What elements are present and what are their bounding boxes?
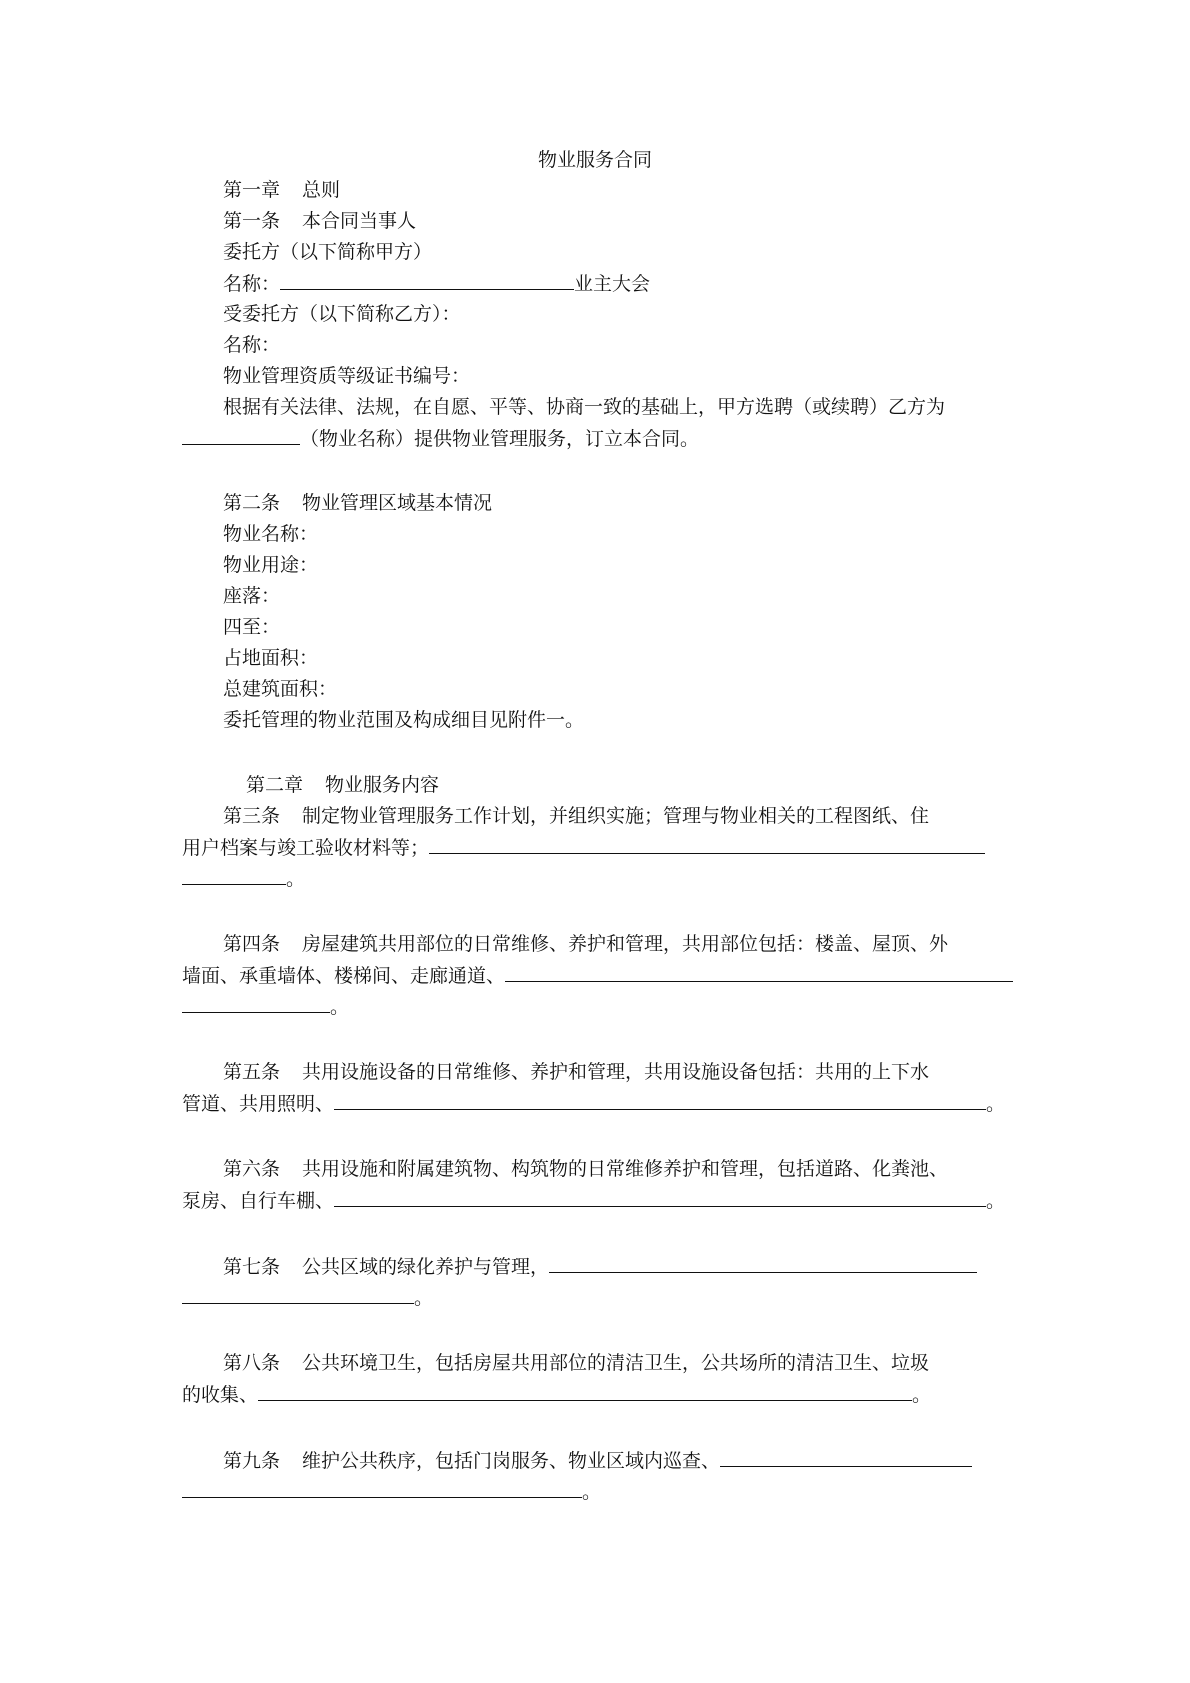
- chapter-1-heading: 第一章 总则: [223, 179, 341, 201]
- property-use-label: 物业用途：: [223, 554, 319, 576]
- article-3-line-2: 用户档案与竣工验收材料等；: [182, 835, 985, 860]
- article-4-line-1: 第四条 房屋建筑共用部位的日常维修、养护和管理，共用部位包括：楼盖、屋顶、外: [223, 933, 949, 955]
- blank-field: [549, 1254, 977, 1273]
- blank-field: [429, 835, 985, 854]
- article-7-line-1: 第七条 公共区域的绿化养护与管理，: [223, 1254, 977, 1279]
- blank-field: [182, 426, 300, 445]
- article-6-line-1: 第六条 共用设施和附属建筑物、构筑物的日常维修养护和管理，包括道路、化粪池、: [223, 1158, 949, 1180]
- blank-field: [280, 271, 574, 290]
- blank-field: [334, 1091, 986, 1110]
- article-7-line-2: 。: [182, 1285, 433, 1310]
- article-9-line-2: 。: [182, 1479, 601, 1504]
- article-6-line-2: 泵房、自行车棚、 。: [182, 1190, 1006, 1212]
- article-1-heading: 第一条 本合同当事人: [223, 210, 417, 232]
- location-label: 座落：: [223, 585, 281, 607]
- article-2-heading: 第二条 物业管理区域基本情况: [223, 492, 493, 514]
- article-4-line-3: 。: [182, 994, 349, 1019]
- blank-field: [505, 963, 1013, 982]
- article-4-line-2: 墙面、承重墙体、楼梯间、走廊通道、: [182, 963, 1013, 988]
- blank-field: [258, 1382, 912, 1401]
- intro-paragraph-line-2: （物业名称）提供物业管理服务，订立本合同。: [182, 426, 699, 451]
- certificate-number-label: 物业管理资质等级证书编号：: [223, 365, 471, 387]
- document-title: 物业服务合同: [537, 149, 652, 171]
- blank-field: [334, 1188, 986, 1207]
- scope-note: 委托管理的物业范围及构成细目见附件一。: [223, 709, 585, 731]
- boundaries-label: 四至：: [223, 616, 281, 638]
- intro-paragraph-line-1: 根据有关法律、法规，在自愿、平等、协商一致的基础上，甲方选聘（或续聘）乙方为: [223, 396, 946, 418]
- blank-field: [182, 866, 286, 885]
- blank-field: [182, 1285, 414, 1304]
- land-area-label: 占地面积：: [223, 647, 319, 669]
- party-a-name-line: 名称： 业主大会: [223, 273, 651, 295]
- article-3-line-3: 。: [182, 866, 305, 891]
- article-9-line-1: 第九条 维护公共秩序，包括门岗服务、物业区域内巡查、: [223, 1448, 972, 1473]
- article-5-line-2: 管道、共用照明、 。: [182, 1093, 1006, 1115]
- article-8-line-1: 第八条 公共环境卫生，包括房屋共用部位的清洁卫生，公共场所的清洁卫生、垃圾: [223, 1352, 930, 1374]
- building-area-label: 总建筑面积：: [223, 678, 338, 700]
- article-8-line-2: 的收集、 。: [182, 1384, 932, 1406]
- party-b-name-label: 名称：: [223, 334, 281, 356]
- article-3-line-1: 第三条 制定物业管理服务工作计划，并组织实施；管理与物业相关的工程图纸、住: [223, 805, 930, 827]
- article-5-line-1: 第五条 共用设施设备的日常维修、养护和管理，共用设施设备包括：共用的上下水: [223, 1061, 930, 1083]
- blank-field: [720, 1448, 972, 1467]
- party-a-label: 委托方（以下简称甲方）: [223, 241, 433, 263]
- chapter-2-heading: 第二章 物业服务内容: [246, 774, 440, 796]
- party-b-label: 受委托方（以下简称乙方）：: [223, 303, 461, 325]
- blank-field: [182, 1479, 582, 1498]
- blank-field: [182, 994, 330, 1013]
- property-name-label: 物业名称：: [223, 523, 319, 545]
